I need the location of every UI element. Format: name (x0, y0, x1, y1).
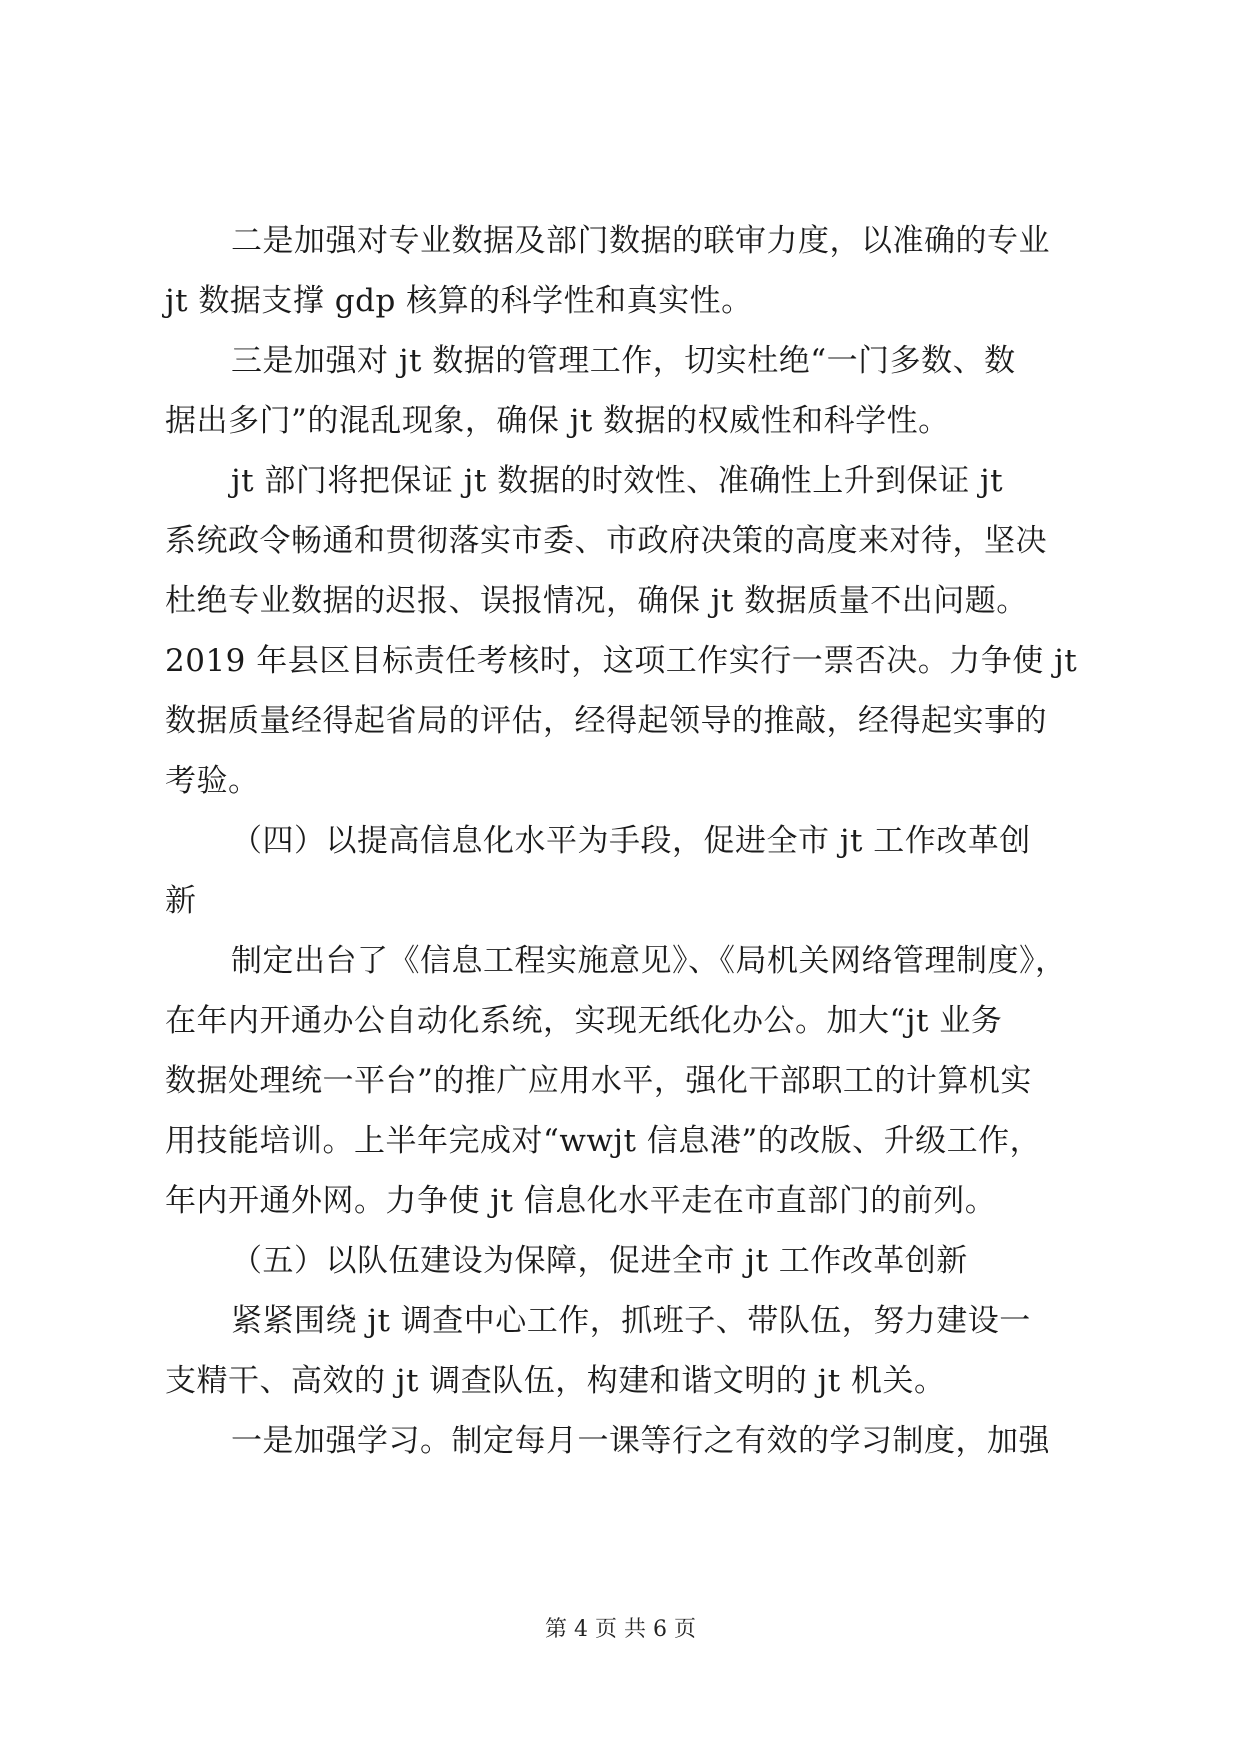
text-line: 三是加强对 jt 数据的管理工作，切实杜绝“一门多数、数 (231, 343, 1016, 379)
section-heading: （五）以队伍建设为保障，促进全市 jt 工作改革创新 (231, 1243, 968, 1279)
text-line: 数据处理统一平台”的推广应用水平，强化干部职工的计算机实 (165, 1063, 1032, 1099)
text-line: 制定出台了《信息工程实施意见》、《局机关网络管理制度》， (231, 943, 1067, 979)
page-footer: 第 4 页 共 6 页 (545, 1617, 696, 1642)
text-line: 杜绝专业数据的迟报、误报情况，确保 jt 数据质量不出问题。 (165, 583, 1028, 619)
text-line: jt 数据支撑 gdp 核算的科学性和真实性。 (165, 283, 753, 319)
text-line: 系统政令畅通和贯彻落实市委、市政府决策的高度来对待，坚决 (165, 523, 1047, 559)
text-line: 考验。 (165, 763, 260, 799)
text-line: jt 部门将把保证 jt 数据的时效性、准确性上升到保证 jt (231, 463, 1004, 499)
text-line: 在年内开通办公自动化系统，实现无纸化办公。加大“jt 业务 (165, 1003, 1003, 1039)
text-line: 用技能培训。上半年完成对“wwjt 信息港”的改版、升级工作， (165, 1123, 1042, 1159)
section-heading: 新 (165, 883, 197, 919)
text-line: 数据质量经得起省局的评估，经得起领导的推敲，经得起实事的 (165, 703, 1047, 739)
text-line: 支精干、高效的 jt 调查队伍，构建和谐文明的 jt 机关。 (165, 1363, 946, 1399)
text-line: 紧紧围绕 jt 调查中心工作，抓班子、带队伍，努力建设一 (231, 1303, 1031, 1339)
text-line: 年内开通外网。力争使 jt 信息化水平走在市直部门的前列。 (165, 1183, 997, 1219)
text-line: 据出多门”的混乱现象，确保 jt 数据的权威性和科学性。 (165, 403, 950, 439)
text-line: 2019 年县区目标责任考核时，这项工作实行一票否决。力争使 jt (165, 643, 1078, 679)
section-heading: （四）以提高信息化水平为手段，促进全市 jt 工作改革创 (231, 823, 1031, 859)
text-line: 二是加强对专业数据及部门数据的联审力度，以准确的专业 (231, 223, 1050, 259)
text-line: 一是加强学习。制定每月一课等行之有效的学习制度，加强 (231, 1423, 1050, 1459)
